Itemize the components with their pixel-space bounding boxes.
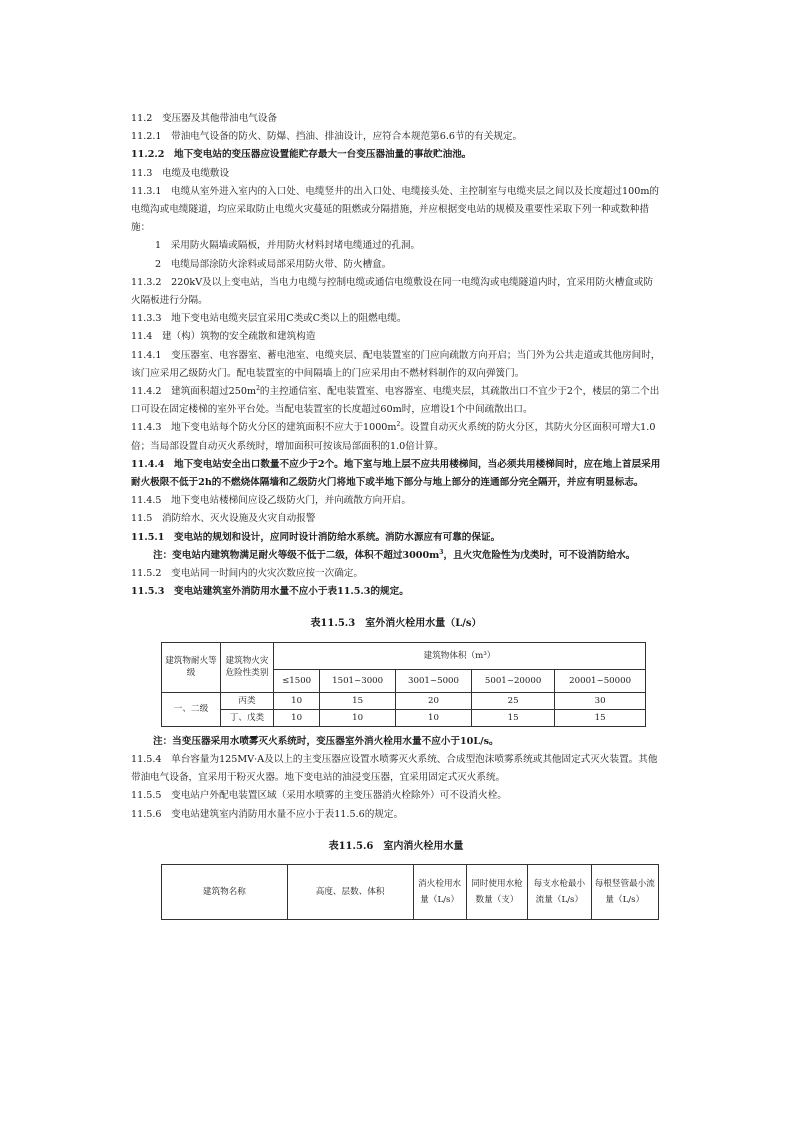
clause-11-4-2 [131, 383, 661, 419]
table-header-cell: 1501~3000 [320, 669, 396, 692]
table-cell: 20 [396, 692, 472, 709]
table-cell: 15 [471, 709, 554, 726]
clause-11-5-4: 11.5.4 单台容量为125MV·A及以上的主变压器应设置水喷雾灭火系统、合成型泡沫喷雾系统或其他固定式灭火装置。其他带油电气设备，宜采用干粉灭火器。地下变电站的油浸变压器，宜采用固定式灭火系统。 [131, 753, 658, 784]
table-11-5-3-caption: 表11.5.3 室外消火栓用水量（L/s） [310, 618, 482, 630]
table-header-cell: ≤1500 [274, 669, 320, 692]
table-header-cell: 每支水枪最小流量（L/s） [528, 864, 591, 919]
clause-11-5-3: 11.5.3 变电站建筑室外消防用水量不应小于表11.5.3的规定。 [131, 586, 409, 598]
clause-11-5-5: 11.5.5 变电站户外配电装置区域（采用水喷雾的主变压器消火栓除外）可不设消火栓。 [131, 790, 507, 802]
table-row [162, 709, 646, 726]
clause-11-5-6: 11.5.6 变电站建筑室内消防用水量不应小于表11.5.6的规定。 [131, 808, 404, 820]
section-heading-11-4: 11.4 建（构）筑物的安全疏散和建筑构造 [131, 331, 316, 343]
table-cell: 15 [555, 709, 646, 726]
table-header-cell: 建筑物火灾危险性类别 [221, 642, 274, 692]
table-cell: 10 [320, 709, 396, 726]
table-cell: 一、二级 [162, 692, 221, 726]
clause-text: 。设置自动灭火系统的防火分区，其防火分区面积可增大1.0倍；当局部设置自动灭火系统时，增加面积可按该局部面积的1.0倍计算。 [131, 422, 656, 452]
clause-11-2-1: 11.2.1 带油电气设备的防火、防爆、挡油、排油设计，应符合本规范第6.6节的有关规定。 [131, 131, 523, 143]
section-heading-11-3: 11.3 电缆及电缆敷设 [131, 167, 230, 179]
list-item-1: 1 采用防火隔墙或隔板，并用防火材料封堵电缆通过的孔洞。 [155, 240, 421, 252]
clause-11-4-1: 11.4.1 变压器室、电容器室、蓄电池室、电缆夹层、配电装置室的门应向疏散方向开启；当门外为公共走道或其他房间时，该门应采用乙级防火门。配电装置室的中间隔墙上的门应采用由不燃材料制作的双向弹簧门。 [131, 349, 661, 379]
table-cell: 丙类 [221, 692, 274, 709]
table-header-cell: 20001~50000 [555, 669, 646, 692]
note-11-5-1 [131, 547, 661, 565]
clause-text: 11.4.2 建筑面积超过250m [131, 386, 257, 398]
superscript: 3 [439, 548, 444, 556]
table-cell: 10 [274, 692, 320, 709]
table-header-cell: 建筑物体积（m³） [274, 642, 646, 669]
clause-11-3-1: 11.3.1 电缆从室外进入室内的入口处、电缆竖井的出入口处、电缆接头处、主控制室与电缆夹层之间以及长度超过100m的电缆沟或电缆隧道，均应采取防止电缆火灾蔓延的阻燃或分隔措施，并应根据变电站的规模及重要性采取下列一种或数种措施： [131, 185, 660, 234]
table-header-cell: 每根竖管最小流量（L/s） [591, 864, 658, 919]
clause-11-3-2: 11.3.2 220kV及以上变电站，当电力电缆与控制电缆或通信电缆敷设在同一电缆沟或电缆隧道内时，宜采用防火槽盒或防火隔板进行分隔。 [131, 276, 654, 307]
superscript: 2 [256, 384, 260, 392]
clause-11-2-2: 11.2.2 地下变电站的变压器应设置能贮存最大一台变压器油量的事故贮油池。 [131, 149, 472, 161]
clause-11-5-2: 11.5.2 变电站同一时间内的火灾次数应按一次确定。 [131, 568, 363, 580]
table-cell: 15 [320, 692, 396, 709]
clause-11-5-1: 11.5.1 变电站的规划和设计，应同时设计消防给水系统。消防水源应有可靠的保证。 [131, 531, 501, 543]
table-header-cell: 消火栓用水量（L/s） [413, 864, 466, 919]
clause-text: 11.4.3 地下变电站每个防火分区的建筑面积不应大于1000m [131, 422, 397, 434]
superscript: 2 [396, 421, 401, 429]
table-11-5-6 [161, 864, 659, 920]
note-text: ，且火灾危险性为戊类时，可不设消防给水。 [443, 549, 636, 561]
table-header-cell: 高度、层数、体积 [287, 864, 413, 919]
note-text: 注：变电站内建筑物满足耐火等级不低于二级，体积不超过3000m [153, 549, 440, 561]
note-table-11-5-3: 注：当变压器采用水喷雾灭火系统时，变压器室外消火栓用水量不应小于10L/s。 [153, 735, 499, 747]
document-body [131, 110, 661, 920]
table-cell: 25 [471, 692, 554, 709]
table-header-cell: 建筑物耐火等级 [162, 642, 221, 692]
table-row [162, 692, 646, 709]
clause-11-4-3 [131, 419, 661, 455]
clause-11-3-3: 11.3.3 地下变电站电缆夹层宜采用C类或C类以上的阻燃电缆。 [131, 313, 407, 325]
clause-text: 的主控通信室、配电装置室、电容器室、电缆夹层，其疏散出口不宜少于2个，楼层的第二个出口可设在固定楼梯的室外平台处。当配电装置室的长度超过60m时，应增设1个中间疏散出口。 [131, 386, 660, 416]
table-cell: 10 [396, 709, 472, 726]
list-item-2: 2 电缆局部涂防火涂料或局部采用防火带、防火槽盒。 [155, 258, 392, 270]
section-heading-11-5: 11.5 消防给水、灭火设施及火灾自动报警 [131, 513, 316, 525]
table-header-cell: 建筑物名称 [162, 864, 288, 919]
section-heading-11-2: 11.2 变压器及其他带油电气设备 [131, 113, 278, 124]
table-header-cell: 5001~20000 [471, 669, 554, 692]
table-cell: 10 [274, 709, 320, 726]
clause-11-4-5: 11.4.5 地下变电站楼梯间应设乙级防火门，并向疏散方向开启。 [131, 495, 411, 507]
table-11-5-3 [161, 642, 646, 727]
table-header-cell: 同时使用水枪数量（支） [466, 864, 527, 919]
clause-11-4-4: 11.4.4 地下变电站安全出口数量不应少于2个。地下室与地上层不应共用楼梯间，当必须共用楼梯间时，应在地上首层采用耐火极限不低于2h的不燃烧体隔墙和乙级防火门将地下或半地下部分与地上部分的连通部分完全隔开，并应有明显标志。 [131, 458, 661, 489]
table-cell: 30 [555, 692, 646, 709]
table-11-5-6-caption: 表11.5.6 室内消火栓用水量 [328, 840, 464, 852]
table-header-cell: 3001~5000 [396, 669, 472, 692]
table-cell: 丁、戊类 [221, 709, 274, 726]
